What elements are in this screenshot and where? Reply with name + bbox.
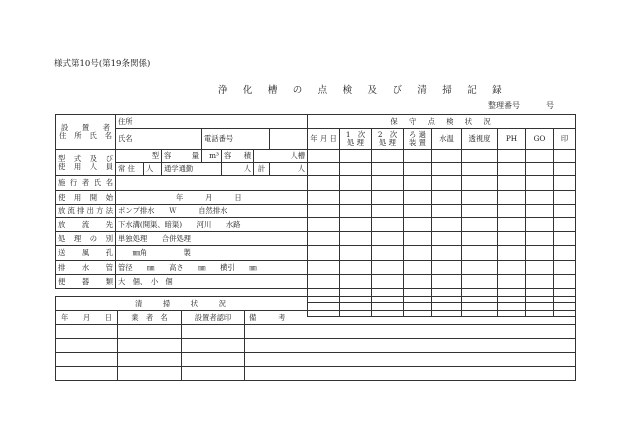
insp-cell[interactable] bbox=[372, 176, 404, 191]
insp-cell[interactable] bbox=[554, 275, 576, 289]
insp-cell[interactable] bbox=[462, 261, 498, 275]
insp-cell[interactable] bbox=[498, 205, 526, 218]
form-reference: 様式第10号(第19条関係) bbox=[54, 59, 151, 69]
commute-label: 通学通勤 bbox=[162, 163, 222, 176]
total-unit: 人 bbox=[270, 163, 308, 176]
clean-col-date: 年 月 日 bbox=[56, 311, 118, 325]
insp-cell[interactable] bbox=[554, 163, 576, 176]
total-label: 計 bbox=[254, 163, 270, 176]
insp-cell[interactable] bbox=[308, 218, 340, 232]
insp-cell[interactable] bbox=[526, 150, 554, 163]
insp-cell[interactable] bbox=[554, 176, 576, 191]
insp-cell[interactable] bbox=[308, 246, 340, 261]
insp-col-filter: ろ 過 装 置 bbox=[404, 129, 432, 150]
toilet-label: 便 器 類 bbox=[56, 275, 116, 289]
vent-hole-label: 送 風 孔 bbox=[56, 246, 116, 261]
insp-cell[interactable] bbox=[372, 150, 404, 163]
clean-cell[interactable] bbox=[118, 325, 182, 339]
drain-pipe-value[interactable]: 管径 ㎜ 高さ ㎜ 横引 ㎜ bbox=[116, 261, 308, 275]
insp-cell[interactable] bbox=[554, 191, 576, 205]
resident-label: 常 住 bbox=[116, 163, 144, 176]
insp-cell[interactable] bbox=[308, 176, 340, 191]
insp-cell[interactable] bbox=[526, 163, 554, 176]
insp-cell[interactable] bbox=[308, 191, 340, 205]
owner-phone-cell[interactable] bbox=[202, 129, 270, 150]
facility-info-table bbox=[55, 114, 308, 289]
insp-cell[interactable] bbox=[554, 205, 576, 218]
insp-col-secondary: 2 次 処 理 bbox=[372, 129, 404, 150]
clean-cell[interactable] bbox=[56, 339, 118, 353]
cleaning-header: 清 掃 状 況 bbox=[56, 297, 308, 311]
vent-hole-value[interactable]: ㎜角 製 bbox=[116, 246, 308, 261]
insp-col-water-temp: 水温 bbox=[432, 129, 462, 150]
insp-cell[interactable] bbox=[404, 176, 432, 191]
clean-cell[interactable] bbox=[118, 339, 182, 353]
insp-cell[interactable] bbox=[432, 218, 462, 232]
insp-cell[interactable] bbox=[372, 163, 404, 176]
insp-cell[interactable] bbox=[308, 205, 340, 218]
clean-cell[interactable] bbox=[56, 325, 118, 339]
clean-cell[interactable] bbox=[245, 325, 576, 339]
insp-cell[interactable] bbox=[404, 163, 432, 176]
drain-pipe-label: 排 水 管 bbox=[56, 261, 116, 275]
insp-cell[interactable] bbox=[372, 218, 404, 232]
insp-cell[interactable] bbox=[308, 163, 340, 176]
builder-name-label: 施行者氏名 bbox=[56, 176, 116, 191]
insp-cell[interactable] bbox=[498, 150, 526, 163]
insp-cell[interactable] bbox=[554, 246, 576, 261]
insp-cell[interactable] bbox=[340, 246, 372, 261]
insp-cell[interactable] bbox=[432, 176, 462, 191]
insp-cell[interactable] bbox=[462, 275, 498, 289]
resident-unit: 人 bbox=[144, 163, 162, 176]
insp-cell[interactable] bbox=[498, 232, 526, 246]
insp-col-ph: PH bbox=[498, 129, 526, 150]
insp-cell[interactable] bbox=[498, 261, 526, 275]
person-tank-unit: 人槽 bbox=[254, 150, 308, 163]
insp-cell[interactable] bbox=[372, 275, 404, 289]
start-date-label: 使 用 開 始 bbox=[56, 191, 116, 205]
treatment-type-label: 処 理 の 別 bbox=[56, 232, 116, 246]
insp-cell[interactable] bbox=[462, 163, 498, 176]
insp-cell[interactable] bbox=[404, 150, 432, 163]
model-usage-label: 型 式 及 び 使 用 人 員 bbox=[56, 150, 116, 176]
insp-cell[interactable] bbox=[526, 261, 554, 275]
insp-cell[interactable] bbox=[526, 232, 554, 246]
insp-cell[interactable] bbox=[432, 163, 462, 176]
insp-cell[interactable] bbox=[526, 205, 554, 218]
insp-col-go: GO bbox=[526, 129, 554, 150]
insp-cell[interactable] bbox=[432, 150, 462, 163]
insp-cell[interactable] bbox=[498, 163, 526, 176]
insp-cell[interactable] bbox=[340, 191, 372, 205]
clean-cell[interactable] bbox=[118, 367, 182, 381]
owner-phone-label: 電話番号 bbox=[204, 134, 234, 144]
capacity-label: 容 量 bbox=[162, 150, 202, 163]
clean-cell[interactable] bbox=[56, 367, 118, 381]
commute-unit: 人 bbox=[222, 163, 254, 176]
insp-cell[interactable] bbox=[432, 191, 462, 205]
insp-cell[interactable] bbox=[462, 232, 498, 246]
insp-cell[interactable] bbox=[526, 191, 554, 205]
insp-cell[interactable] bbox=[372, 246, 404, 261]
insp-cell[interactable] bbox=[554, 232, 576, 246]
insp-cell[interactable] bbox=[340, 218, 372, 232]
insp-cell[interactable] bbox=[462, 218, 498, 232]
insp-cell[interactable] bbox=[432, 261, 462, 275]
model-label: 型 bbox=[116, 150, 162, 163]
clean-cell[interactable] bbox=[182, 339, 245, 353]
insp-cell[interactable] bbox=[462, 191, 498, 205]
clean-col-contractor: 業 者 名 bbox=[118, 311, 182, 325]
clean-col-owner-seal: 設置者認印 bbox=[182, 311, 245, 325]
insp-cell[interactable] bbox=[554, 150, 576, 163]
insp-col-seal: 印 bbox=[554, 129, 576, 150]
builder-name-value[interactable] bbox=[116, 176, 308, 191]
insp-cell[interactable] bbox=[404, 218, 432, 232]
clean-cell[interactable] bbox=[245, 353, 576, 367]
insp-cell[interactable] bbox=[372, 191, 404, 205]
insp-cell[interactable] bbox=[526, 218, 554, 232]
insp-cell[interactable] bbox=[404, 191, 432, 205]
insp-cell[interactable] bbox=[340, 163, 372, 176]
insp-cell[interactable] bbox=[308, 232, 340, 246]
insp-cell[interactable] bbox=[340, 261, 372, 275]
insp-cell[interactable] bbox=[526, 275, 554, 289]
owner-phone-value[interactable] bbox=[270, 129, 308, 150]
insp-cell[interactable] bbox=[462, 176, 498, 191]
insp-col-date: 年 月 日 bbox=[308, 129, 340, 150]
discharge-method-value[interactable]: ポンプ排水 Ｗ 自然排水 bbox=[116, 205, 308, 218]
insp-cell[interactable] bbox=[432, 246, 462, 261]
volume-label: 容 積 bbox=[222, 150, 254, 163]
discharge-dest-label: 放 流 先 bbox=[56, 218, 116, 232]
insp-cell[interactable] bbox=[404, 232, 432, 246]
toilet-value[interactable]: 大 個、 小 個 bbox=[116, 275, 308, 289]
owner-label: 設 置 者 住 所 氏 名 bbox=[56, 115, 116, 150]
clean-cell[interactable] bbox=[56, 353, 118, 367]
insp-cell[interactable] bbox=[498, 218, 526, 232]
cubic-unit: m³ bbox=[202, 150, 222, 163]
clean-cell[interactable] bbox=[182, 353, 245, 367]
clean-cell[interactable] bbox=[182, 325, 245, 339]
insp-cell[interactable] bbox=[404, 246, 432, 261]
clean-cell[interactable] bbox=[182, 367, 245, 381]
inspection-table bbox=[307, 114, 576, 317]
owner-address-cell[interactable] bbox=[116, 115, 308, 129]
insp-cell[interactable] bbox=[340, 176, 372, 191]
serial-number-suffix: 号 bbox=[546, 101, 554, 110]
insp-cell[interactable] bbox=[340, 232, 372, 246]
insp-cell[interactable] bbox=[462, 150, 498, 163]
discharge-method-label: 放流排出方法 bbox=[56, 205, 116, 218]
insp-cell[interactable] bbox=[372, 205, 404, 218]
insp-cell[interactable] bbox=[498, 275, 526, 289]
insp-cell[interactable] bbox=[432, 205, 462, 218]
cleaning-table bbox=[55, 296, 576, 381]
insp-cell[interactable] bbox=[526, 176, 554, 191]
clean-cell[interactable] bbox=[245, 339, 576, 353]
insp-cell[interactable] bbox=[462, 205, 498, 218]
serial-number bbox=[488, 102, 554, 110]
insp-cell[interactable] bbox=[340, 275, 372, 289]
treatment-type-value[interactable]: 単独処理 合併処理 bbox=[116, 232, 308, 246]
insp-cell[interactable] bbox=[432, 232, 462, 246]
insp-cell[interactable] bbox=[308, 150, 340, 163]
insp-cell[interactable] bbox=[432, 275, 462, 289]
clean-cell[interactable] bbox=[118, 353, 182, 367]
insp-cell[interactable] bbox=[526, 246, 554, 261]
inspection-cont-cell[interactable] bbox=[308, 297, 576, 311]
document-title: 浄 化 槽 の 点 検 及 び 清 掃 記 録 bbox=[218, 85, 508, 96]
insp-cell[interactable] bbox=[308, 261, 340, 275]
insp-cell[interactable] bbox=[462, 246, 498, 261]
start-date-value[interactable]: 年 月 日 bbox=[116, 191, 308, 205]
insp-cell[interactable] bbox=[498, 246, 526, 261]
discharge-dest-value[interactable]: 下水溝(開渠、暗渠) 河川 水路 bbox=[116, 218, 308, 232]
insp-cell[interactable] bbox=[340, 205, 372, 218]
owner-address-label: 住所 bbox=[118, 116, 133, 126]
inspection-header: 保 守 点 検 状 況 bbox=[308, 115, 576, 129]
insp-cell[interactable] bbox=[308, 275, 340, 289]
insp-cell[interactable] bbox=[404, 261, 432, 275]
clean-cell[interactable] bbox=[245, 367, 576, 381]
clean-col-remarks: 備 考 bbox=[245, 311, 576, 325]
insp-cell[interactable] bbox=[404, 275, 432, 289]
insp-cell[interactable] bbox=[498, 191, 526, 205]
insp-cell[interactable] bbox=[554, 218, 576, 232]
insp-cell[interactable] bbox=[554, 261, 576, 275]
owner-name-cell[interactable] bbox=[116, 129, 202, 150]
insp-col-primary: 1 次 処 理 bbox=[340, 129, 372, 150]
insp-cell[interactable] bbox=[372, 261, 404, 275]
insp-cell[interactable] bbox=[340, 150, 372, 163]
insp-cell[interactable] bbox=[498, 176, 526, 191]
owner-name-label: 氏名 bbox=[118, 134, 133, 144]
insp-cell[interactable] bbox=[372, 232, 404, 246]
insp-cell[interactable] bbox=[404, 205, 432, 218]
serial-number-label: 整理番号 bbox=[488, 101, 520, 110]
insp-col-transparency: 透視度 bbox=[462, 129, 498, 150]
